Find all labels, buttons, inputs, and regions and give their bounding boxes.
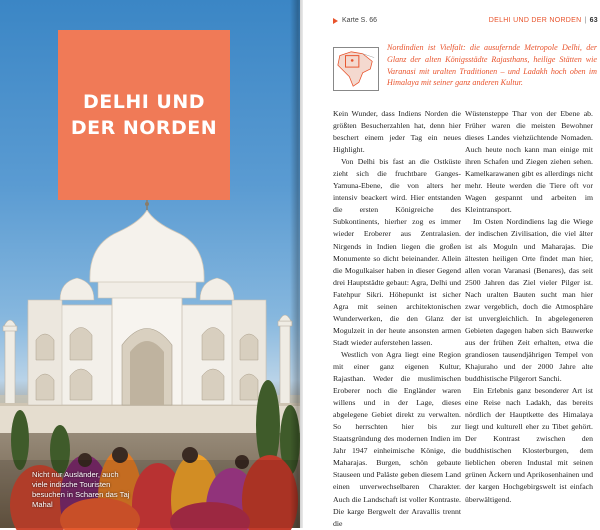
page-number: 63 [589, 17, 598, 24]
running-head-title: DELHI UND DER NORDEN [488, 17, 582, 24]
page-header [333, 17, 598, 29]
running-head: DELHI UND DER NORDEN | 63 [488, 17, 598, 24]
text-page [303, 0, 600, 528]
text-column-left [333, 108, 461, 528]
map-reference[interactable] [333, 17, 377, 24]
paragraph: Westlich von Agra liegt eine Region mit einer ganz eigenen Kultur, Rajasthan. Weder die muslimischen Eroberer noch die Engländer waren willens und in der Lage, dieses abgelegene Gebiet direkt zu verwalten. So herrschten hier bis zur Staatsgründung des modernen Indien im Jahr 1947 einheimische Könige, die Maharajas. Burgen, schön gebaute Stauseen und Paläste geben diesem Land einen unverwechselbaren Charakter. Auch die Landschaft ist voller Kontraste. Die karge Bergwelt der Aravallis trennt die [333, 349, 461, 528]
book-gutter [290, 0, 304, 528]
arrow-right-icon [333, 18, 338, 24]
paragraph: Wüstensteppe Thar von der Ebene ab. Früher waren die meisten Bewohner dieses Landes viehzüchtende Nomaden. Auch heute noch kann man einige mit ihren Schafen und Ziegen ziehen sehen. Kamelkarawanen gibt es allerdings nicht mehr. Heute werden die Tiere oft vor Wagen gespannt und arbeiten im Kleintransport. [465, 109, 593, 215]
text-column-right [465, 108, 593, 520]
chapter-intro: Nordindien ist Vielfalt: die ausufernde Metropole Delhi, der Glanz der alten Königsstädte Rajasthans, heilige Stätten wie Varanasi mit uralten Traditionen – und Ladakh hoch oben im Himalaya mit seiner ganz anderen Kultur. [387, 43, 597, 88]
locator-map-icon [333, 47, 379, 91]
paragraph: Ein Erlebnis ganz besonderer Art ist eine Reise nach Ladakh, das bereits nördlich der Hauptkette des Himalaya liegt und kulturell eher zu Tibet gehört. Der Kontrast zwischen den buddhistischen Klosterburgen, dem lieblichen oberen Industal mit seinen grünen Äckern und Aprikosenhainen und der kargen Hochgebirgswelt ist einfach überwältigend. [465, 386, 593, 504]
chapter-title-box [58, 30, 230, 200]
chapter-title: DELHI UND DER NORDEN [70, 91, 218, 139]
map-reference-label: Karte S. 66 [342, 17, 378, 24]
paragraph: Im Osten Nordindiens lag die Wiege der indischen Zivilisation, die viel älter ist als Moguln und Maharajas. Die ältesten heiligen Orte findet man hier, allen voran Varanasi (Benares), das seit 2500 Jahren das Ziel vieler Pilger ist. Nach uralten Bauten sucht man hier zwar vergeblich, doch die Atmosphäre ist unvergleichlich. In abgelegeneren Gebieten dagegen haben sich Bauwerke aus der frühen Zeit erhalten, etwa die grandiosen tausendjährigen Tempel von Khajuraho und der 2000 Jahre alte buddhistische Pilgerort Sanchi. [465, 217, 593, 384]
photo-page [0, 0, 300, 528]
paragraph: Von Delhi bis fast an die Ostküste zieht sich die fruchtbare Ganges-Yamuna-Ebene, die von alters her intensiv beackert wird. Hier entstanden die ersten Königreiche des Subkontinents, hierher zog es immer wieder Eroberer aus Zentralasien. Nirgends in Indien liegen die großen Monumente so dicht beieinander. Allein die Mogulkaiser haben in dieser Gegend drei Hauptstädte gebaut: Agra, Delhi und Fatehpur Sikri. Höhepunkt ist sicher Agra mit seinen architektonischen Wunderwerken, die den Glanz der Mogulzeit in der heute ansonsten armen Stadt wieder auferstehen lassen. [333, 157, 461, 347]
photo-caption: Nicht nur Ausländer, auch viele indische Touristen besuchen in Scharen das Taj Mahal [32, 470, 130, 509]
paragraph: Kein Wunder, dass Indiens Norden die größten Besucherzahlen hat, denn hier beschert einem jeder Tag ein neues Highlight. [333, 109, 461, 155]
